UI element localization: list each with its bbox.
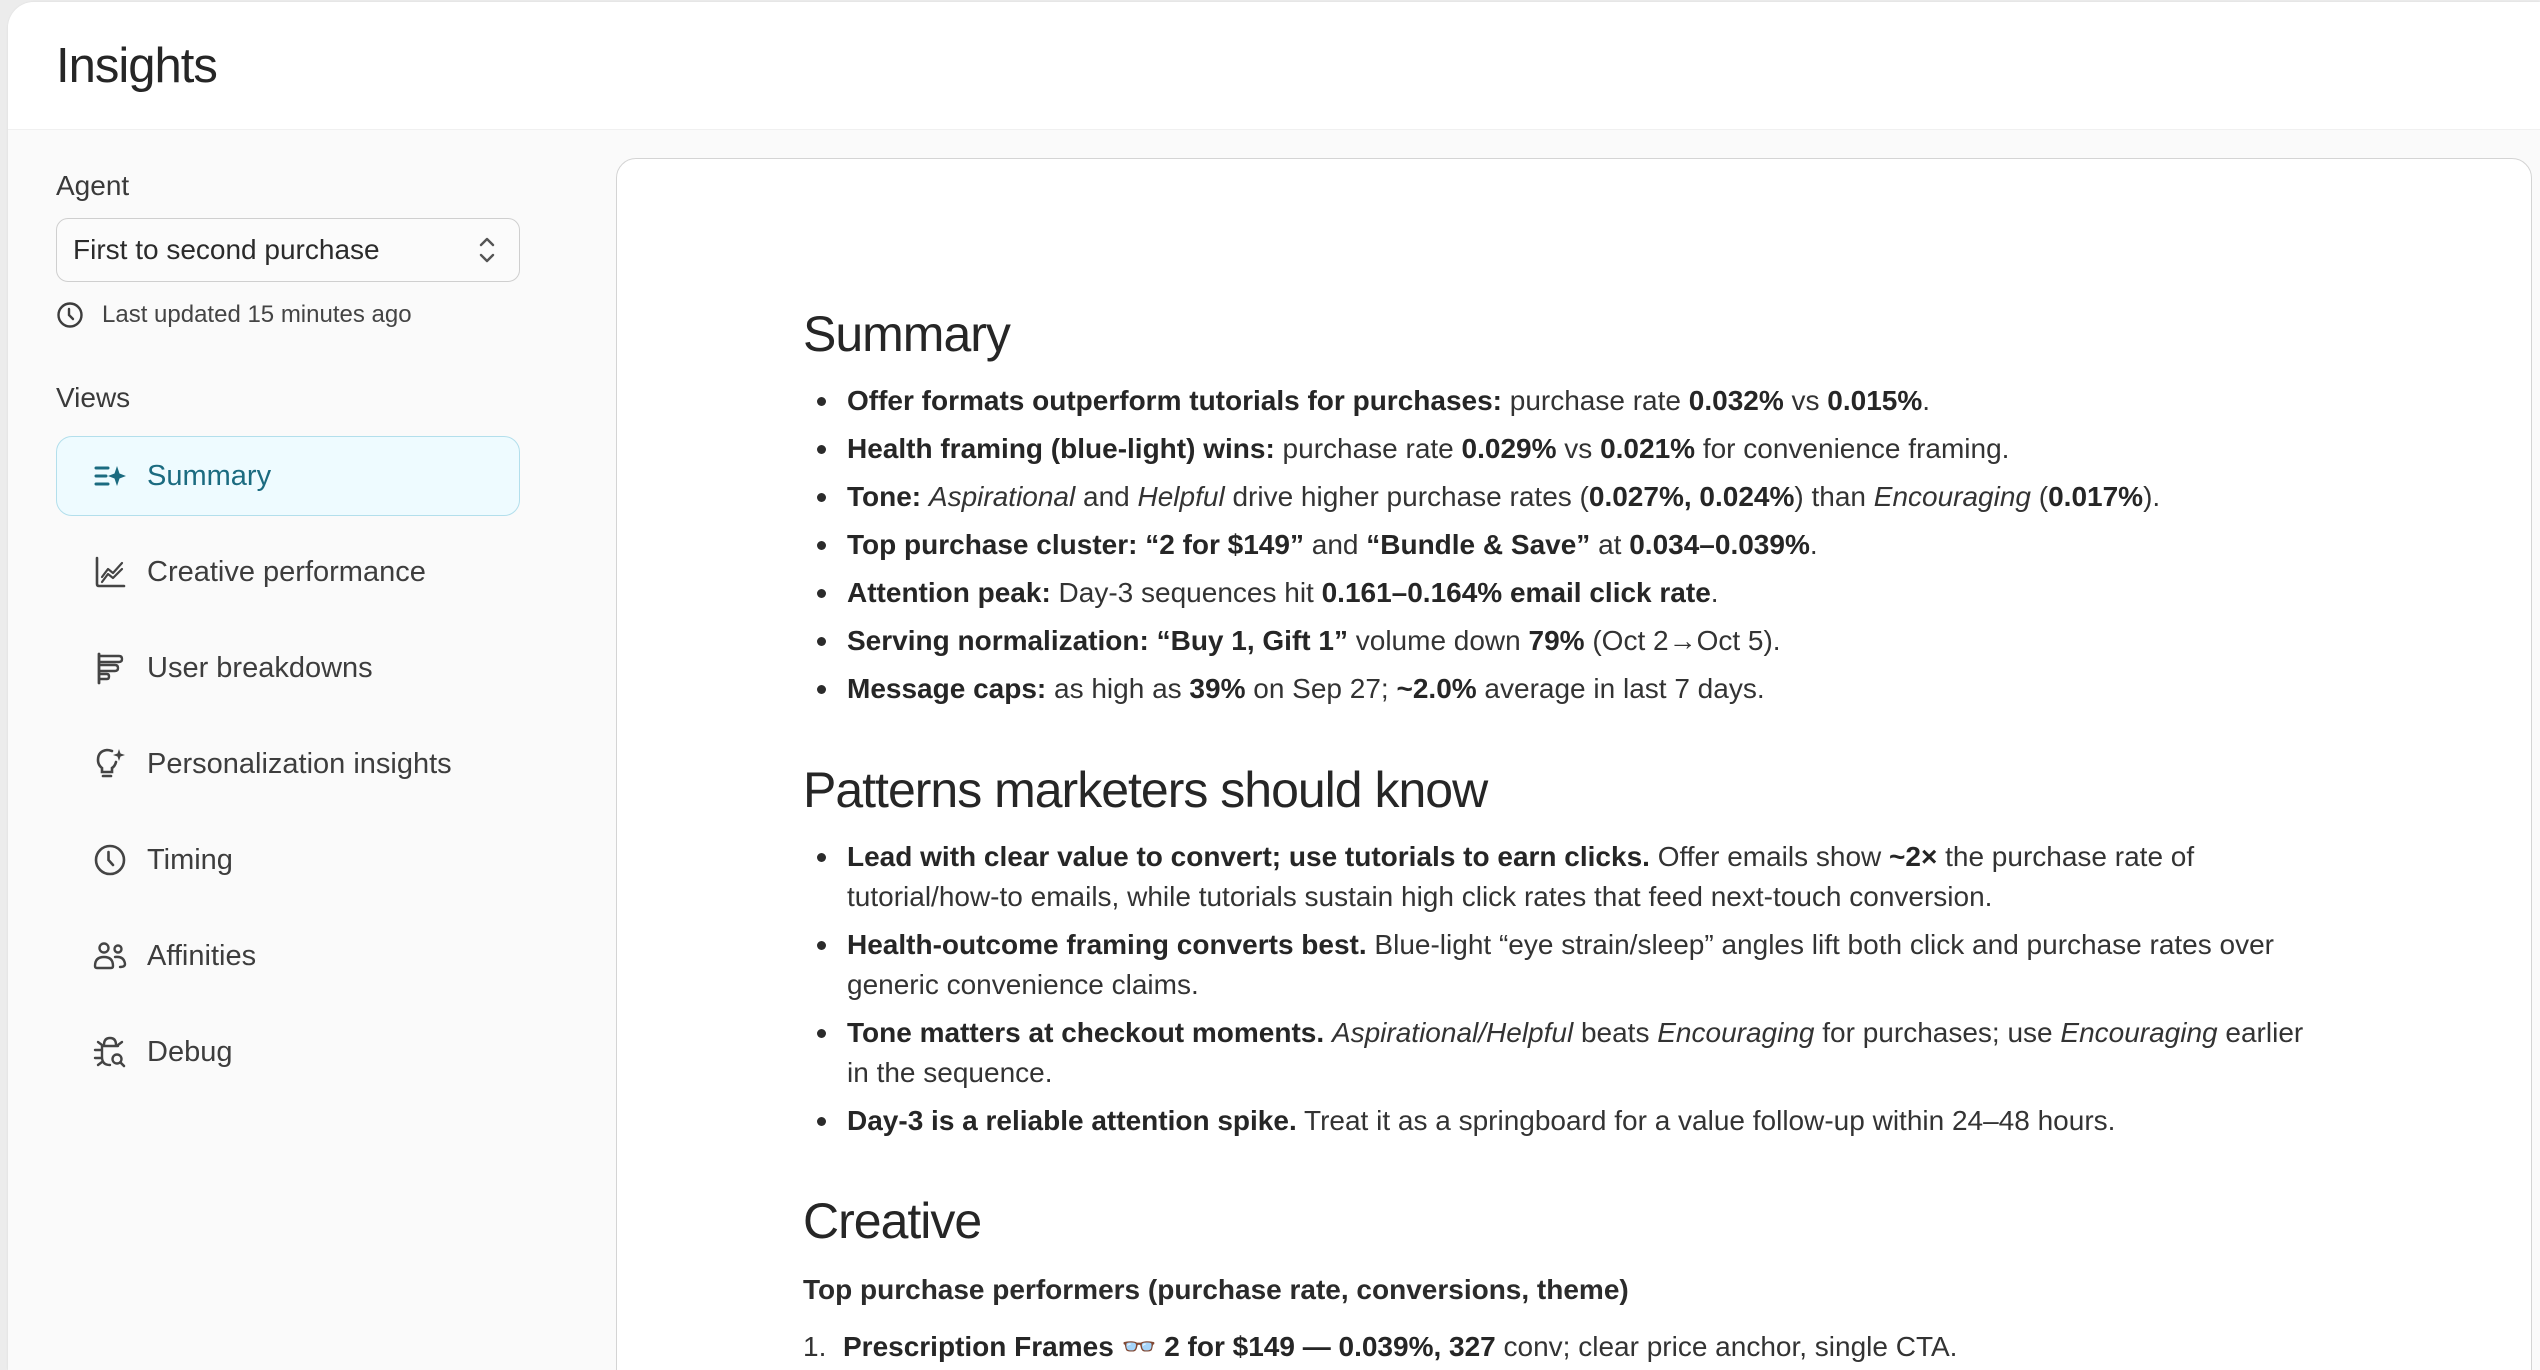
- chevron-up-down-icon: [477, 235, 497, 265]
- last-updated-text: Last updated 15 minutes ago: [102, 301, 412, 328]
- summary-bullet: Serving normalization: “Buy 1, Gift 1” volume down 79% (Oct 2→Oct 5).: [803, 621, 2323, 661]
- sparkle-list-icon: [93, 459, 127, 493]
- patterns-heading: Patterns marketers should know: [803, 762, 1488, 818]
- summary-list: [803, 381, 2323, 717]
- sidebar-item-summary[interactable]: [56, 436, 520, 516]
- creative-list-item: [803, 1330, 1957, 1363]
- sidebar: [8, 130, 608, 1370]
- insights-content-card: [616, 158, 2532, 1370]
- sidebar-item-affinities[interactable]: [56, 916, 520, 996]
- summary-bullet: Tone: Aspirational and Helpful drive higher purchase rates (0.027%, 0.024%) than Encouraging (0.017%).: [803, 477, 2323, 517]
- summary-bullet: Attention peak: Day-3 sequences hit 0.161–0.164% email click rate.: [803, 573, 2323, 613]
- patterns-list: [803, 837, 2323, 1149]
- sidebar-item-label: Summary: [147, 459, 272, 492]
- bar-breakdown-icon: [93, 651, 127, 685]
- bug-search-icon: [93, 1035, 127, 1069]
- sidebar-item-debug[interactable]: [56, 1012, 520, 1092]
- agent-label: Agent: [56, 170, 130, 201]
- line-chart-icon: [93, 555, 127, 589]
- sidebar-item-label: Creative performance: [147, 555, 426, 588]
- patterns-bullet: Lead with clear value to convert; use tutorials to earn clicks. Offer emails show ~2× the purchase rate of tutorial/how-to emails, while tutorials sustain high click rates that feed next-touch conversion.: [803, 837, 2323, 917]
- sidebar-item-label: User breakdowns: [147, 651, 373, 684]
- sidebar-item-timing[interactable]: [56, 820, 520, 900]
- page-header: [8, 2, 2540, 130]
- sidebar-item-personalization-insights[interactable]: [56, 724, 520, 804]
- creative-item-detail: conv; clear price anchor, single CTA.: [1495, 1331, 1958, 1362]
- summary-bullet: Top purchase cluster: “2 for $149” and “Bundle & Save” at 0.034–0.039%.: [803, 525, 2323, 565]
- creative-heading: Creative: [803, 1193, 982, 1249]
- patterns-bullet: Health-outcome framing converts best. Blue-light “eye strain/sleep” angles lift both click and purchase rates over generic convenience claims.: [803, 925, 2323, 1005]
- patterns-bullet: Day-3 is a reliable attention spike. Treat it as a springboard for a value follow-up within 24–48 hours.: [803, 1101, 2323, 1141]
- clock-icon: [93, 843, 127, 877]
- page-title: Insights: [56, 39, 217, 93]
- list-number: 1.: [803, 1331, 827, 1362]
- sidebar-item-user-breakdowns[interactable]: [56, 628, 520, 708]
- patterns-bullet: Tone matters at checkout moments. Aspirational/Helpful beats Encouraging for purchases; use Encouraging earlier in the sequence.: [803, 1013, 2323, 1093]
- summary-heading: Summary: [803, 306, 1010, 362]
- clock-icon: [56, 301, 84, 329]
- users-icon: [93, 939, 127, 973]
- summary-bullet: Message caps: as high as 39% on Sep 27; ~2.0% average in last 7 days.: [803, 669, 2323, 709]
- sidebar-item-label: Personalization insights: [147, 747, 452, 780]
- sidebar-item-creative-performance[interactable]: [56, 532, 520, 612]
- views-label: Views: [56, 382, 131, 413]
- sidebar-item-label: Debug: [147, 1035, 233, 1068]
- creative-item-lead: Prescription Frames 👓 2 for $149 — 0.039%, 327: [843, 1331, 1496, 1362]
- last-updated: [56, 298, 412, 332]
- summary-bullet: Health framing (blue-light) wins: purchase rate 0.029% vs 0.021% for convenience framing.: [803, 429, 2323, 469]
- lightbulb-sparkle-icon: [93, 747, 127, 781]
- app-window: [8, 2, 2540, 1370]
- agent-select-value: First to second purchase: [73, 234, 380, 265]
- summary-bullet: Offer formats outperform tutorials for purchases: purchase rate 0.032% vs 0.015%.: [803, 381, 2323, 421]
- creative-subheading: Top purchase performers (purchase rate, conversions, theme): [803, 1274, 1629, 1305]
- sidebar-item-label: Affinities: [147, 939, 257, 972]
- agent-select[interactable]: [56, 218, 520, 282]
- sidebar-item-label: Timing: [147, 843, 233, 876]
